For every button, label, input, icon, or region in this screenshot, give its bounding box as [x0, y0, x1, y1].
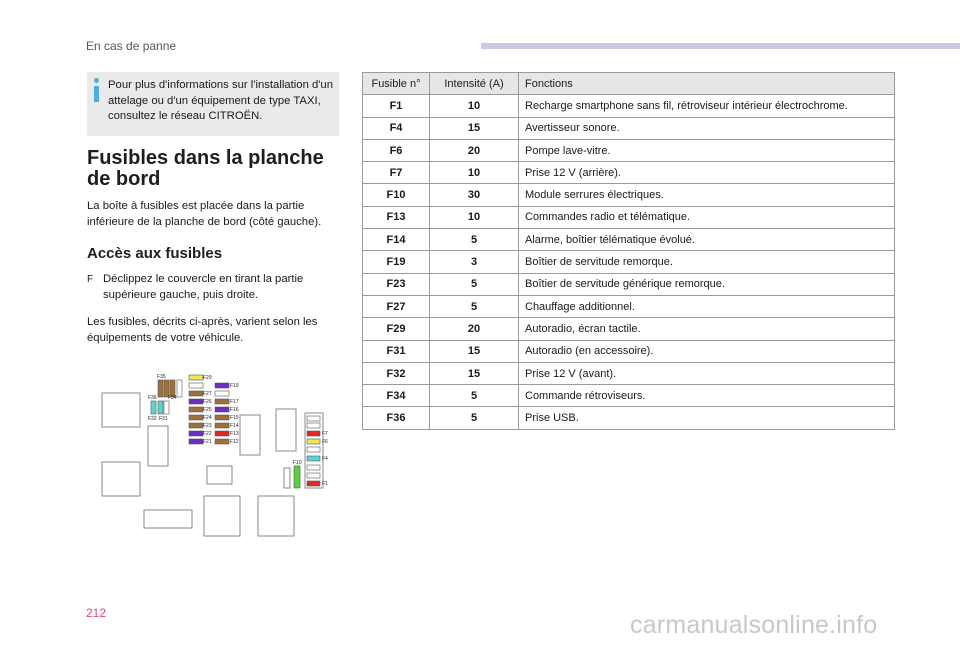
fuse-number: F36: [363, 407, 430, 429]
fuse-intensity: 5: [430, 273, 519, 295]
fuse-number: F31: [363, 340, 430, 362]
fuse-f31: [158, 401, 163, 414]
fuse-number: F14: [363, 229, 430, 251]
fuse-f25: [189, 407, 203, 412]
fuse-function: Prise USB.: [519, 407, 895, 429]
fuse-function: Chauffage additionnel.: [519, 295, 895, 317]
fuse-f35: [158, 380, 163, 397]
fuse-f32: [151, 401, 156, 414]
fuse-f19: [215, 383, 229, 388]
label-f36: F36: [148, 395, 157, 401]
info-box: [87, 72, 339, 136]
fuse-spare: [307, 473, 320, 478]
fuse-intensity: 5: [430, 385, 519, 407]
header-bar: [481, 43, 960, 49]
label-f4: F4: [322, 456, 328, 462]
label-f32: F32: [148, 416, 157, 422]
header-functions: Fonctions: [519, 73, 895, 95]
fuse-box-diagram: [90, 365, 350, 545]
label-f6: F6: [322, 439, 328, 445]
fuse-function: Commande rétroviseurs.: [519, 385, 895, 407]
diagram-slot: [207, 466, 232, 484]
fuse-function: Recharge smartphone sans fil, rétroviseur intérieur électrochrome.: [519, 95, 895, 117]
section-subtitle: Accès aux fusibles: [87, 245, 223, 262]
diagram-slot: [102, 462, 140, 496]
table-row: [363, 407, 895, 429]
label-f17: F17: [230, 399, 239, 405]
table-row: [363, 340, 895, 362]
table-row: [363, 117, 895, 139]
label-f24: F24: [203, 415, 212, 421]
page-number: 212: [86, 606, 107, 620]
fuse-number: F29: [363, 318, 430, 340]
info-text: Pour plus d'informations sur l'installation d'un attelage ou d'un équipement de type TAXI, consultez le réseau CITROËN.: [108, 79, 333, 122]
fuse-f1: [307, 481, 320, 486]
fuse-intensity: 10: [430, 162, 519, 184]
label-f25: F25: [203, 407, 212, 413]
label-f31: F31: [159, 416, 168, 422]
diagram-slot: [258, 496, 294, 536]
label-f29: F29: [203, 375, 212, 381]
fuse-function: Autoradio (en accessoire).: [519, 340, 895, 362]
fuse-intensity: 10: [430, 95, 519, 117]
diagram-slot: [240, 415, 260, 455]
header-intensity: Intensité (A): [430, 73, 519, 95]
fuse-function: Boîtier de servitude générique remorque.: [519, 273, 895, 295]
fuse-f26: [189, 399, 203, 404]
label-f22: F22: [203, 431, 212, 437]
label-f19: F19: [230, 383, 239, 389]
diagram-slot: [144, 510, 192, 528]
table-row: [363, 206, 895, 228]
fuse-spare: [215, 391, 229, 396]
intro-paragraph: La boîte à fusibles est placée dans la partie inférieure de la planche de bord (côté gauche).: [87, 200, 322, 228]
fuse-intensity: 5: [430, 407, 519, 429]
fuse-table: [362, 72, 895, 430]
table-row: [363, 139, 895, 161]
label-f34: F34: [168, 395, 177, 401]
fuse-f6: [307, 439, 320, 444]
fuse-f15: [215, 415, 229, 420]
table-row: [363, 318, 895, 340]
table-row: [363, 273, 895, 295]
fuse-function: Autoradio, écran tactile.: [519, 318, 895, 340]
diagram-slot: [204, 496, 240, 536]
fuse-intensity: 30: [430, 184, 519, 206]
label-f23: F23: [203, 423, 212, 429]
fuse-number: F6: [363, 139, 430, 161]
table-row: [363, 184, 895, 206]
fuse-number: F1: [363, 95, 430, 117]
label-f27: F27: [203, 391, 212, 397]
diagram-slot: [148, 426, 168, 466]
fuse-f17: [215, 399, 229, 404]
fuse-f14: [215, 423, 229, 428]
fuse-number: F19: [363, 251, 430, 273]
fuse-f23: [189, 423, 203, 428]
fuse-function: Prise 12 V (avant).: [519, 362, 895, 384]
fuse-f7: [307, 431, 320, 436]
table-row: [363, 95, 895, 117]
table-header-row: [363, 73, 895, 95]
fuse-number: F34: [363, 385, 430, 407]
fuse-spare: [164, 401, 169, 414]
label-f1: F1: [322, 481, 328, 487]
fuse-number: F4: [363, 117, 430, 139]
fuse-f29: [189, 375, 203, 380]
watermark: carmanualsonline.info: [630, 611, 878, 639]
fuse-spare: [307, 423, 320, 428]
label-f14: F14: [230, 423, 239, 429]
fuse-number: F10: [363, 184, 430, 206]
header-fuse-number: Fusible n°: [363, 73, 430, 95]
bullet-mark: F: [87, 274, 94, 285]
fuse-f12: [215, 439, 229, 444]
label-f35: F35: [157, 374, 166, 380]
fuse-f22: [189, 431, 203, 436]
fuse-function: Avertisseur sonore.: [519, 117, 895, 139]
fuse-f21: [189, 439, 203, 444]
fuse-intensity: 3: [430, 251, 519, 273]
table-row: [363, 295, 895, 317]
label-f10: F10: [293, 460, 302, 466]
diagram-slot: [276, 409, 296, 451]
section-title: Fusibles dans la planche de bord: [87, 147, 324, 190]
fuse-f4: [307, 456, 320, 461]
bullet-text: Déclippez le couvercle en tirant la partie supérieure gauche, puis droite.: [103, 273, 304, 301]
fuse-intensity: 20: [430, 318, 519, 340]
label-f16: F16: [230, 407, 239, 413]
fuse-spare: [177, 380, 182, 397]
fuse-intensity: 10: [430, 206, 519, 228]
fuse-intensity: 15: [430, 117, 519, 139]
label-f13: F13: [230, 431, 239, 437]
label-f21: F21: [203, 439, 212, 445]
diagram-slot: [102, 393, 140, 427]
fuse-function: Commandes radio et télématique.: [519, 206, 895, 228]
note-paragraph: Les fusibles, décrits ci-après, varient selon les équipements de votre véhicule.: [87, 316, 318, 344]
fuse-function: Pompe lave-vitre.: [519, 139, 895, 161]
fuse-number: F13: [363, 206, 430, 228]
fuse-intensity: 20: [430, 139, 519, 161]
header-title: En cas de panne: [86, 39, 177, 53]
fuse-intensity: 15: [430, 340, 519, 362]
diagram-slot: [284, 468, 290, 488]
fuse-number: F32: [363, 362, 430, 384]
fuse-intensity: 15: [430, 362, 519, 384]
fuse-f27: [189, 391, 203, 396]
fuse-function: Prise 12 V (arrière).: [519, 162, 895, 184]
table-row: [363, 162, 895, 184]
fuse-number: F23: [363, 273, 430, 295]
label-f12: F12: [230, 439, 239, 445]
fuse-function: Module serrures électriques.: [519, 184, 895, 206]
label-f26: F26: [203, 399, 212, 405]
fuse-spare: [189, 383, 203, 388]
fuse-intensity: 5: [430, 229, 519, 251]
table-row: [363, 251, 895, 273]
fuse-number: F7: [363, 162, 430, 184]
fuse-spare: [307, 416, 320, 421]
table-row: [363, 362, 895, 384]
label-f15: F15: [230, 415, 239, 421]
fuse-intensity: 5: [430, 295, 519, 317]
fuse-function: Alarme, boîtier télématique évolué.: [519, 229, 895, 251]
table-row: [363, 385, 895, 407]
table-row: [363, 229, 895, 251]
fuse-number: F27: [363, 295, 430, 317]
fuse-f10: [294, 466, 300, 488]
info-icon: [92, 78, 100, 102]
label-f7: F7: [322, 431, 328, 437]
fuse-function: Boîtier de servitude remorque.: [519, 251, 895, 273]
fuse-f13: [215, 431, 229, 436]
fuse-spare: [307, 447, 320, 452]
fuse-spare: [307, 465, 320, 470]
fuse-f16: [215, 407, 229, 412]
fuse-f24: [189, 415, 203, 420]
